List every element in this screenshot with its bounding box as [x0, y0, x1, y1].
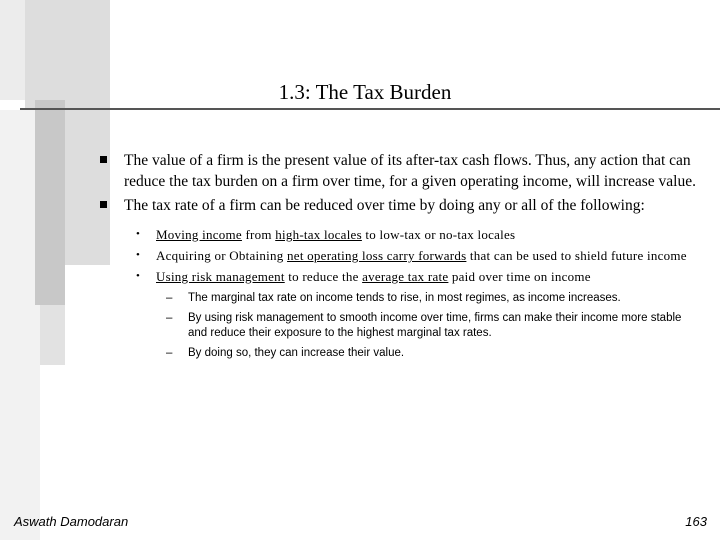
dot-bullet-icon: • — [136, 249, 141, 261]
dash-bullet-icon: – — [166, 292, 173, 304]
sub-bullet-item — [136, 226, 703, 243]
sub-sub-bullet-text: By doing so, they can increase their value. — [188, 347, 405, 359]
sub-sub-bullet-list — [98, 291, 703, 361]
sub-sub-bullet-item — [166, 346, 703, 361]
square-bullet-icon — [100, 201, 107, 208]
title-divider — [20, 108, 720, 110]
bullet-item — [98, 195, 703, 216]
dot-bullet-icon: • — [136, 228, 141, 240]
sub-bullet-text: from — [241, 227, 276, 242]
footer-author: Aswath Damodaran — [14, 514, 129, 529]
underlined-phrase: net operating loss carry forwards — [287, 248, 467, 263]
dash-bullet-icon: – — [166, 312, 173, 324]
dot-bullet-icon: • — [136, 270, 141, 282]
slide-title: 1.3: The Tax Burden — [278, 80, 452, 104]
sub-bullet-item — [136, 268, 703, 285]
bullet-item — [98, 150, 703, 192]
underlined-phrase: Using risk management — [156, 269, 285, 284]
decor-block — [0, 110, 40, 540]
sub-bullet-text: paid over time on income — [448, 269, 591, 284]
decor-block — [35, 100, 65, 305]
bullet-text: The tax rate of a firm can be reduced over time by doing any or all of the following: — [124, 197, 645, 214]
bullet-text: The value of a firm is the present value of its after-tax cash flows. Thus, any action that can reduce the tax burden on a firm over time, for a given operating income, will increase value. — [124, 152, 696, 190]
underlined-phrase: Moving income — [156, 227, 242, 242]
sub-bullet-list — [98, 226, 703, 285]
dash-bullet-icon: – — [166, 347, 173, 359]
sub-bullet-text: that can be used to shield future income — [466, 248, 687, 263]
underlined-phrase: average tax rate — [362, 269, 449, 284]
sub-sub-bullet-text: By using risk management to smooth income over time, firms can make their income more stable and reduce their exposure to the highest marginal tax rates. — [188, 312, 682, 339]
sub-sub-bullet-item — [166, 291, 703, 306]
sub-bullet-text: Acquiring or Obtaining — [156, 248, 288, 263]
sub-bullet-text: to reduce the — [284, 269, 363, 284]
bullet-list — [98, 150, 703, 366]
decor-block — [40, 305, 65, 365]
sub-bullet-item — [136, 247, 703, 264]
page-number: 163 — [685, 514, 707, 529]
sub-sub-bullet-text: The marginal tax rate on income tends to rise, in most regimes, as income increases. — [188, 292, 621, 304]
sub-bullet-text: to low-tax or no-tax locales — [361, 227, 516, 242]
underlined-phrase: high-tax locales — [275, 227, 362, 242]
sub-sub-bullet-item — [166, 311, 703, 341]
square-bullet-icon — [100, 156, 107, 163]
